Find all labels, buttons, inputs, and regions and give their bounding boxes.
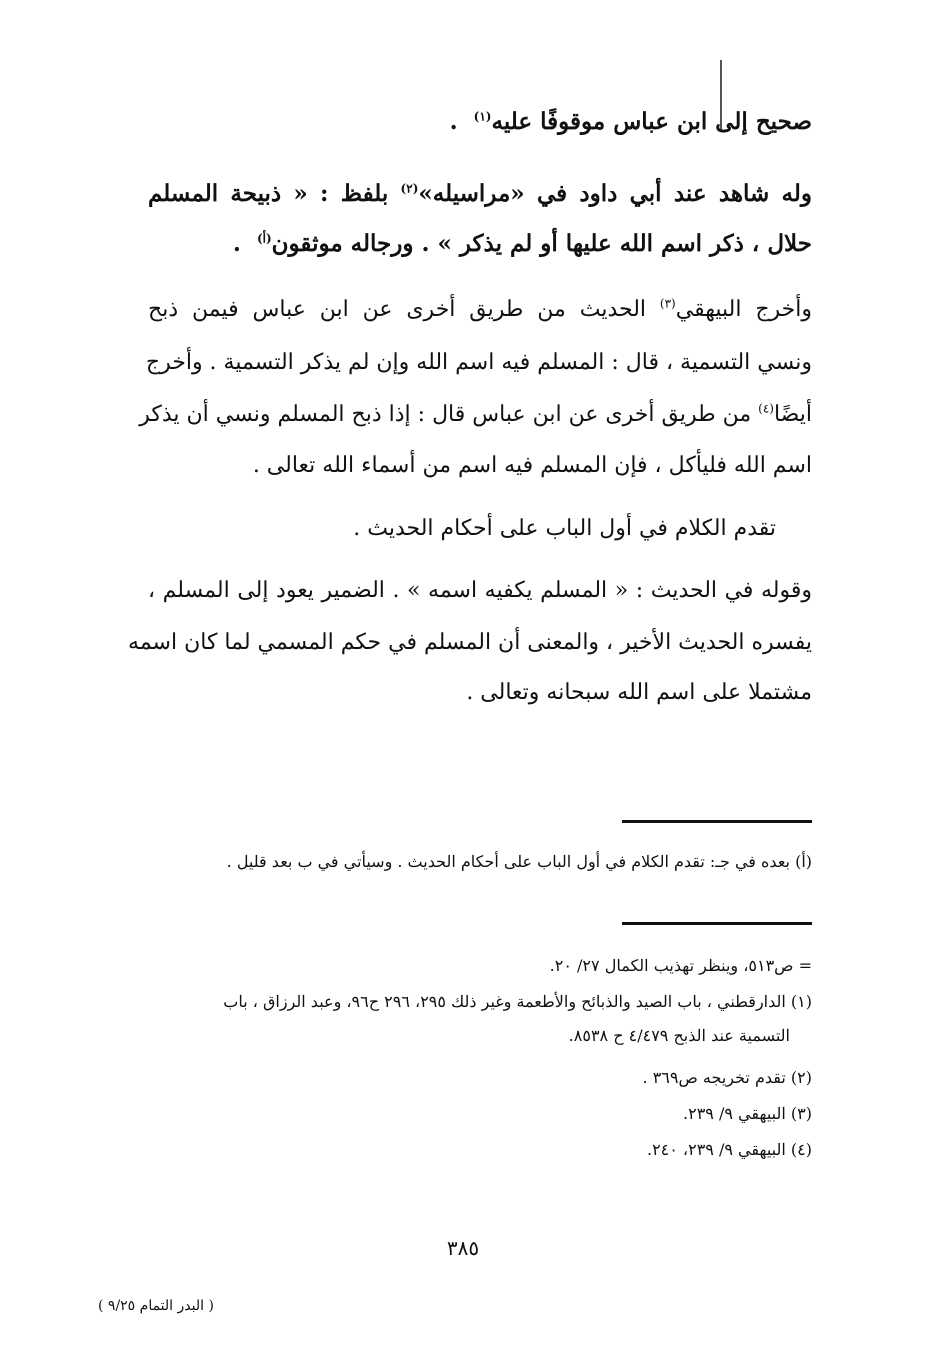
text-run: (٢) تقدم تخريجه ص٣٦٩ . (642, 1068, 812, 1087)
paragraph-3-line-2 (145, 350, 812, 376)
footnote-2 (643, 1068, 812, 1087)
footnote-separator (622, 922, 812, 925)
footer-signature: ( البدر التمام ٩/٢٥ ) (98, 1298, 214, 1314)
paragraph-3-line-1 (148, 297, 812, 323)
text-run: . (449, 108, 458, 135)
text-run: مشتملا على اسم الله سبحانه وتعالى . (466, 680, 812, 705)
text-run: (٤) البيهقي ٩/ ٢٣٩، ٢٤٠. (646, 1140, 812, 1159)
footnote-1-line-2 (569, 1026, 790, 1045)
paragraph-1-line-1 (450, 108, 812, 136)
paragraph-5-line-1 (148, 578, 812, 604)
text-run: بلفظ : « ذبيحة المسلم (148, 180, 389, 207)
variant-note-separator (622, 820, 812, 823)
paragraph-2-line-2 (233, 230, 812, 258)
text-run: تقدم الكلام في أول الباب على أحكام الحديث . (353, 516, 776, 541)
text-run: (١) الدارقطني ، باب الصيد والذبائح والأطعمة وغير ذلك ٢٩٥، ٢٩٦ ح٩٦، وعبد الرزاق ، باب (223, 992, 812, 1011)
text-run: حلال ، ذكر اسم الله عليها أو لم يذكر » . ورجاله موثقون (271, 230, 812, 257)
footnote-ref-2: (٢) (400, 181, 419, 196)
paragraph-3-line-4 (253, 453, 812, 479)
paragraph-2-line-1 (148, 180, 812, 208)
text-run: . (232, 230, 241, 257)
text-run: وقوله في الحديث : « المسلم يكفيه اسمه » . الضمير يعود إلى المسلم ، (148, 578, 812, 603)
page-number: ٣٨٥ (446, 1236, 480, 1260)
text-run: = ص٥١٣، وينظر تهذيب الكمال ٢٧/ ٢٠. (549, 956, 812, 975)
text-run: وله شاهد عند أبي داود في «مراسيله» (418, 180, 812, 207)
footnote-ref-1: (١) (473, 109, 492, 124)
paragraph-5-line-2 (128, 630, 812, 656)
variant-note (227, 852, 812, 871)
text-run: الحديث من طريق أخرى عن ابن عباس فيمن ذبح (148, 297, 647, 322)
paragraph-3-line-3 (139, 401, 812, 428)
text-run: وأخرج البيهقي (675, 297, 812, 322)
text-run: من طريق أخرى عن ابن عباس قال : إذا ذبح المسلم ونسي أن يذكر (139, 402, 752, 427)
text-run: ونسي التسمية ، قال : المسلم فيه اسم الله وإن لم يذكر التسمية . وأخرج (145, 350, 812, 375)
text-run: التسمية عند الذبح ٤/٤٧٩ ح ٨٥٣٨. (568, 1026, 790, 1045)
footnote-1-line-1 (223, 992, 812, 1011)
text-run: أيضًا (773, 402, 812, 427)
footnote-continuation (550, 956, 812, 975)
text-run: (٣) البيهقي ٩/ ٢٣٩. (683, 1104, 812, 1123)
text-run: (أ) بعده في جـ: تقدم الكلام في أول الباب على أحكام الحديث . وسيأتي في ب بعد قليل . (226, 852, 812, 871)
footnote-4 (647, 1140, 812, 1159)
text-run: اسم الله فليأكل ، فإن المسلم فيه اسم من أسماء الله تعالى . (252, 453, 812, 478)
paragraph-5-line-3 (466, 680, 812, 706)
paragraph-4-line-1 (353, 516, 776, 542)
variant-ref-a: (أ) (256, 231, 272, 246)
footnote-ref-4: (٤) (758, 401, 774, 416)
text-run: صحيح إلى ابن عباس موقوفًا عليه (491, 108, 812, 135)
text-run: يفسره الحديث الأخير ، والمعنى أن المسلم في حكم المسمي لما كان اسمه (128, 630, 812, 655)
footnote-ref-3: (٣) (659, 296, 676, 311)
footnote-3 (683, 1104, 812, 1123)
